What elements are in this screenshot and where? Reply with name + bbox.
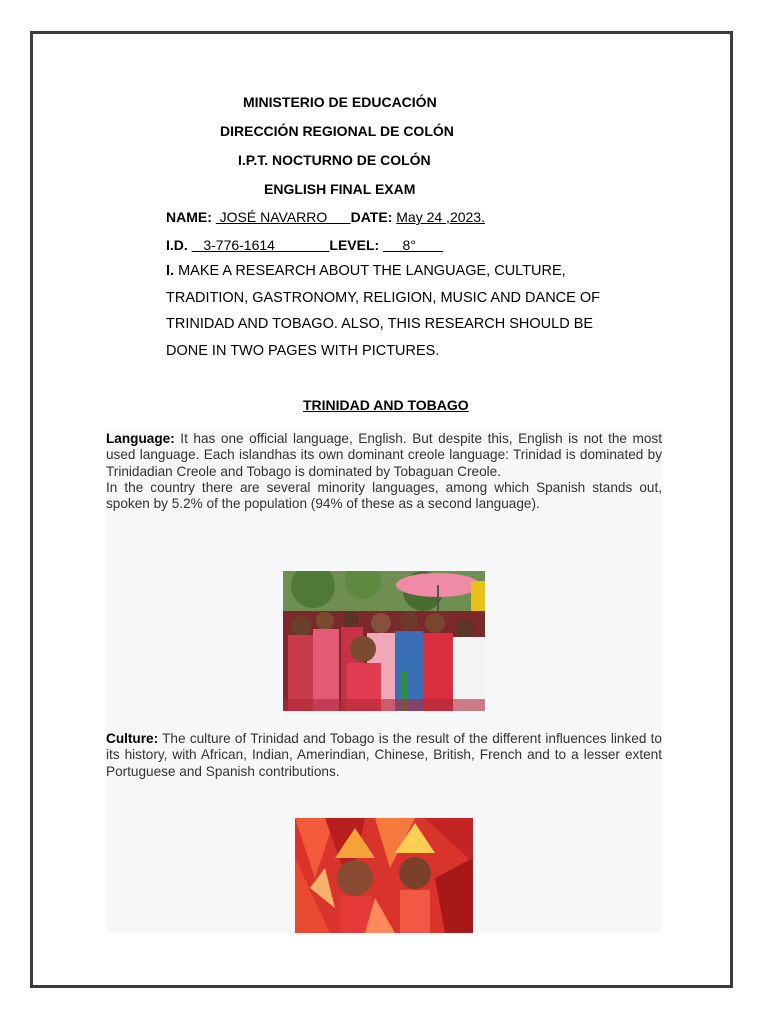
language-text-2: In the country there are several minority languages, among which Spanish stands out, spoken by 5.2% of the population (94% of these as a second language). [106, 479, 662, 512]
instructions-text: MAKE A RESEARCH ABOUT THE LANGUAGE, CULTURE, TRADITION, GASTRONOMY, RELIGION, MUSIC AND DANCE OF TRINIDAD AND TOBAGO. ALSO, THIS RESEARCH SHOULD BE DONE IN TWO PAGES WITH PICTURES. [166, 263, 600, 359]
header-ministry: MINISTERIO DE EDUCACIÓN [243, 94, 437, 110]
culture-label: Culture: [106, 731, 159, 746]
level-value: 8° [383, 237, 444, 253]
level-label: LEVEL: [329, 237, 380, 253]
id-label: I.D. [166, 237, 188, 253]
carnival-photo [295, 818, 473, 933]
culture-text: The culture of Trinidad and Tobago is the result of the different influences linked to its history, with African, Indian, Amerindian, Chinese, British, French and to a lesser extent Portuguese and Spanish contributions. [106, 731, 662, 779]
date-value: May 24 ,2023. [396, 209, 485, 225]
language-label: Language: [106, 431, 175, 446]
section-title: TRINIDAD AND TOBAGO [303, 397, 469, 413]
name-value: JOSÉ NAVARRO [215, 209, 351, 225]
language-paragraph [106, 431, 662, 512]
document-page [30, 31, 733, 988]
culture-paragraph [106, 731, 662, 780]
date-label: DATE: [350, 209, 393, 225]
id-row [166, 237, 443, 253]
parade-photo [283, 571, 485, 711]
header-regional-direction: DIRECCIÓN REGIONAL DE COLÓN [220, 123, 454, 139]
instructions [166, 258, 606, 364]
header-exam-title: ENGLISH FINAL EXAM [264, 181, 416, 197]
instructions-number: I. [166, 263, 175, 279]
header-school: I.P.T. NOCTURNO DE COLÓN [238, 152, 431, 168]
name-label: NAME: [166, 209, 212, 225]
name-row [166, 209, 485, 225]
language-text-1: It has one official language, English. But despite this, English is not the most used language. Each islandhas its own dominant creole language: Trinidad is dominated by Trinidadian Creole and Tobago is dominated by Tobaguan Creole. [106, 431, 662, 479]
id-value: 3-776-1614 [191, 237, 330, 253]
